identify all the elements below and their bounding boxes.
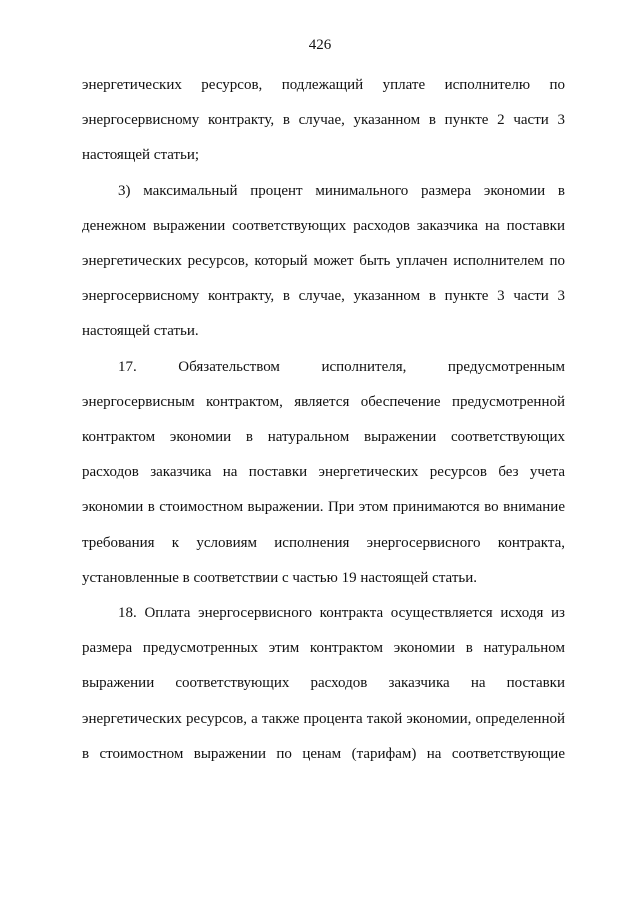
text-line: энергетических ресурсов, который может быть уплачен исполнителем по	[82, 253, 565, 270]
text-line: энергетических ресурсов, подлежащий уплате исполнителю по	[82, 77, 565, 93]
text-line: энергетических ресурсов, а также процента такой экономии, определенной	[82, 710, 565, 727]
text-line: энергосервисному контракту, в случае, указанном в пункте 3 части 3	[82, 288, 565, 305]
paragraph-4	[82, 596, 565, 772]
text-line: экономии в стоимостном выражении. При этом принимаются во внимание	[82, 499, 565, 516]
paragraph-2	[82, 174, 565, 350]
text-line: настоящей статьи;	[82, 147, 200, 164]
document-body	[82, 68, 565, 772]
text-line: 17. Обязательством исполнителя, предусмотренным	[118, 358, 565, 375]
text-line: расходов заказчика на поставки энергетических ресурсов без учета	[82, 464, 565, 481]
text-line: настоящей статьи.	[82, 323, 199, 340]
text-line: выражении соответствующих расходов заказчика на поставки	[82, 675, 565, 692]
paragraph-3	[82, 350, 565, 596]
text-line: в стоимостном выражении по ценам (тарифам) на соответствующие	[82, 745, 565, 762]
text-line: размера предусмотренных этим контрактом экономии в натуральном	[82, 640, 565, 657]
page-number: 426	[308, 37, 332, 53]
text-line: 18. Оплата энергосервисного контракта осуществляется исходя из	[118, 605, 565, 622]
paragraph-1	[82, 68, 565, 174]
text-line: установленные в соответствии с частью 19 настоящей статьи.	[82, 569, 477, 586]
text-line: 3) максимальный процент минимального размера экономии в	[118, 182, 565, 199]
text-line: энергосервисным контрактом, является обеспечение предусмотренной	[82, 393, 565, 410]
text-line: денежном выражении соответствующих расходов заказчика на поставки	[82, 217, 565, 234]
text-line: контрактом экономии в натуральном выражении соответствующих	[82, 429, 565, 446]
text-line: энергосервисному контракту, в случае, указанном в пункте 2 части 3	[82, 112, 565, 129]
text-line: требования к условиям исполнения энергосервисного контракта,	[82, 534, 565, 551]
